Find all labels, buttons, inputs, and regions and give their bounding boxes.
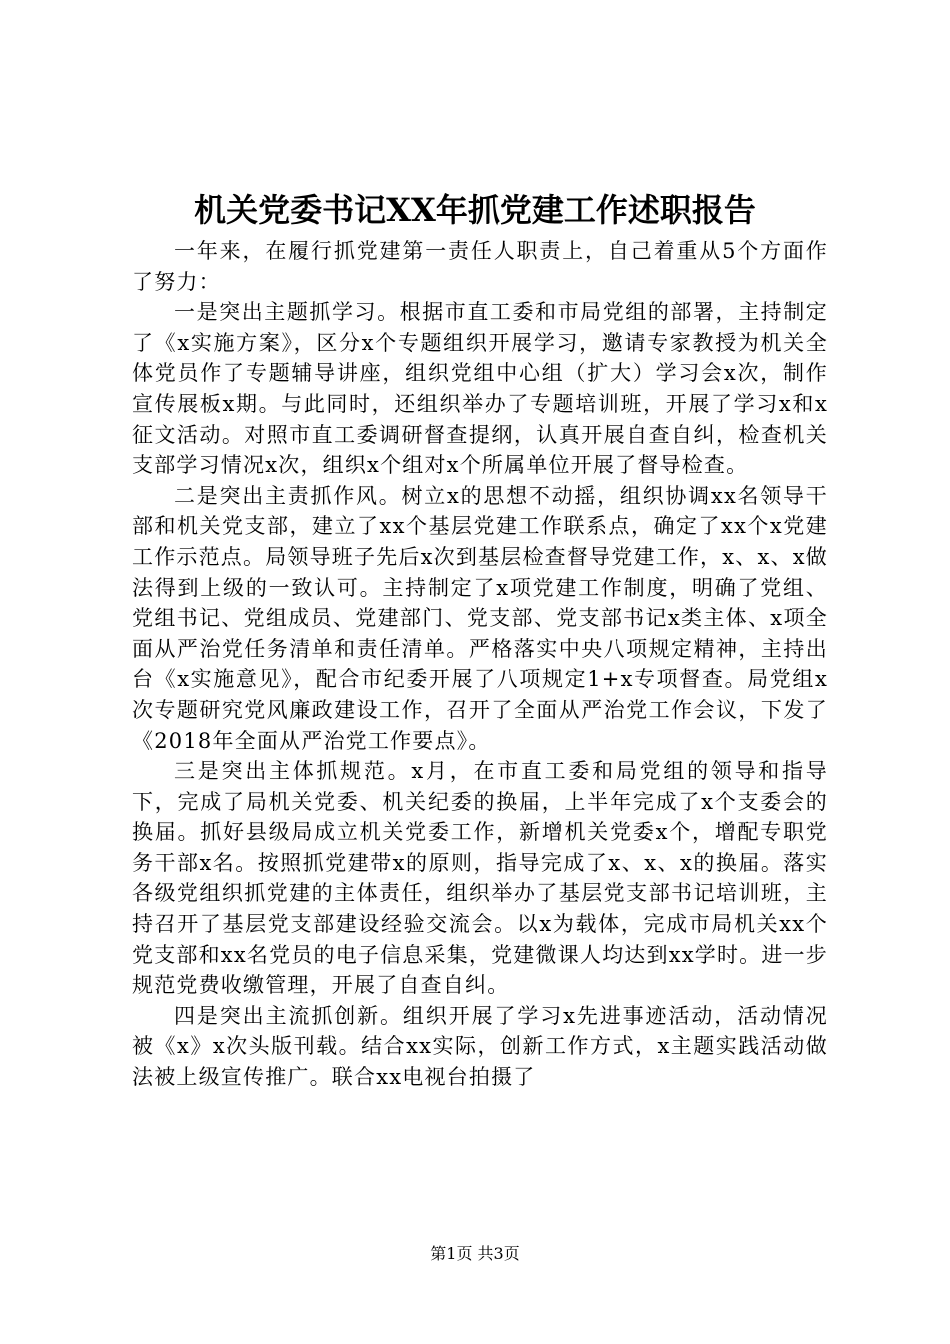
document-body: [132, 236, 828, 1093]
paragraph-study: 一是突出主题抓学习。根据市直工委和市局党组的部署，主持制定了《x实施方案》，区分x个专题组织开展学习，邀请专家教授为机关全体党员作了专题辅导讲座，组织党组中心组（扩大）学习会x次，制作宣传展板x期。与此同时，还组织举办了专题培训班，开展了学习x和x征文活动。对照市直工委调研督查提纲，认真开展自查自纠，检查机关支部学习情况x次，组织x个组对x个所属单位开展了督导检查。: [132, 300, 828, 478]
document-title: 机关党委书记XX年抓党建工作述职报告: [194, 191, 756, 229]
paragraph-standards: 三是突出主体抓规范。x月，在市直工委和局党组的领导和指导下，完成了局机关党委、机关纪委的换届，上半年完成了x个支委会的换届。抓好县级局成立机关党委工作，新增机关党委x个，增配专职党务干部x名。按照抓党建带x的原则，指导完成了x、x、x的换届。落实各级党组织抓党建的主体责任，组织举办了基层党支部书记培训班，主持召开了基层党支部建设经验交流会。以x为载体，完成市局机关xx个党支部和xx名党员的电子信息采集，党建微课人均达到xx学时。进一步规范党费收缴管理，开展了自查自纠。: [132, 759, 828, 998]
paragraph-innovation: 四是突出主流抓创新。组织开展了学习x先进事迹活动，活动情况被《x》x次头版刊载。结合xx实际，创新工作方式，x主题实践活动做法被上级宣传推广。联合xx电视台拍摄了: [132, 1003, 828, 1090]
paragraph-intro: 一年来，在履行抓党建第一责任人职责上，自己着重从5个方面作了努力：: [132, 239, 828, 294]
page-number-footer: 第1页 共3页: [430, 1244, 520, 1263]
paragraph-work-style: 二是突出主责抓作风。树立x的思想不动摇，组织协调xx名领导干部和机关党支部，建立了xx个基层党建工作联系点，确定了xx个x党建工作示范点。局领导班子先后x次到基层检查督导党建工作，x、x、x做法得到上级的一致认可。主持制定了x项党建工作制度，明确了党组、党组书记、党组成员、党建部门、党支部、党支部书记x类主体、x项全面从严治党任务清单和责任清单。严格落实中央八项规定精神，主持出台《x实施意见》，配合市纪委开展了八项规定1+x专项督查。局党组x次专题研究党风廉政建设工作，召开了全面从严治党工作会议，下发了《2018年全面从严治党工作要点》。: [132, 483, 828, 753]
